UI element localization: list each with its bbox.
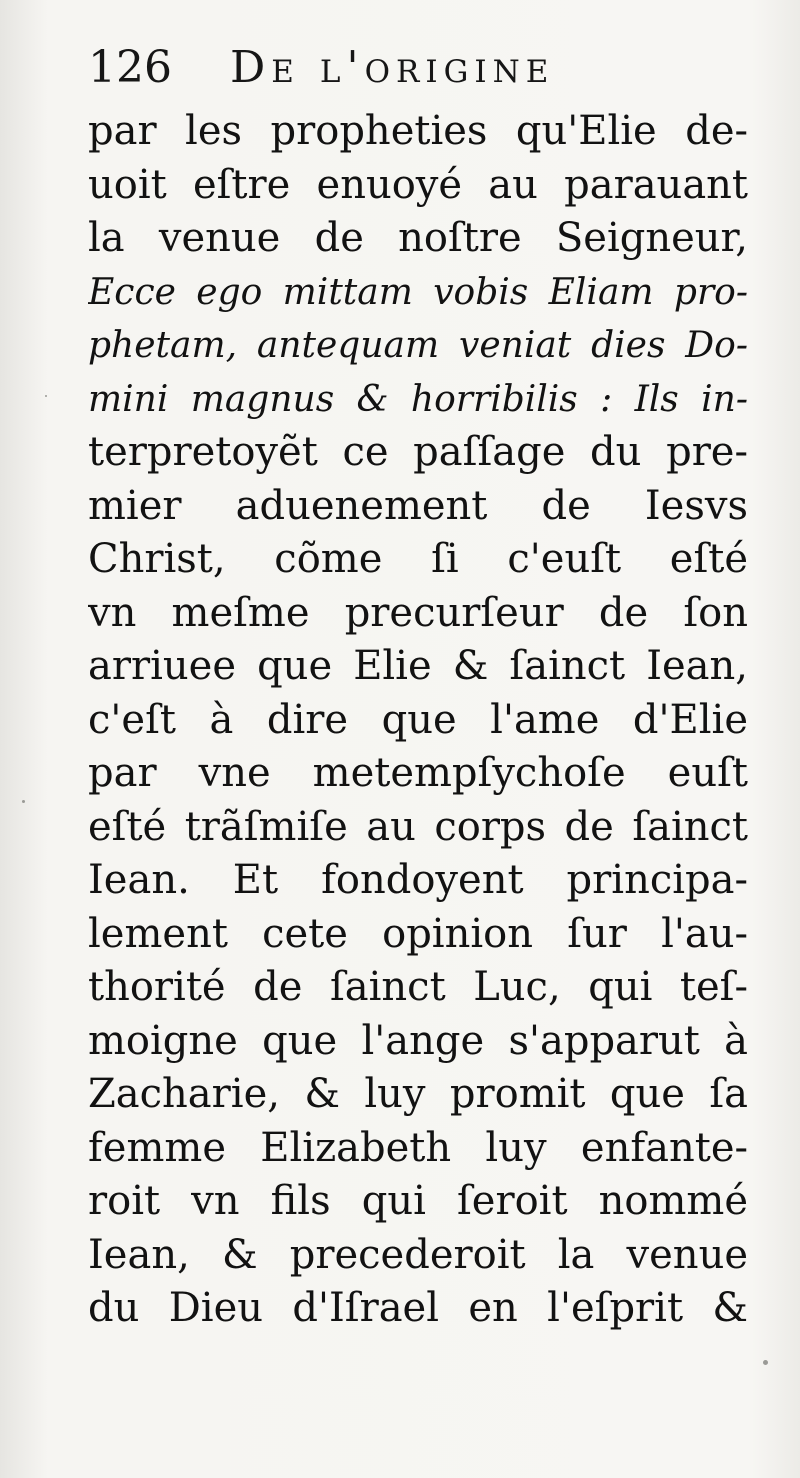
text-line: par vne metempſychoſe euſt (88, 750, 748, 796)
text-line: par les propheties qu'Elie de- (88, 108, 748, 154)
paper-speck (45, 395, 47, 397)
running-head: De l'origine (230, 42, 555, 93)
page-header (88, 38, 748, 108)
text-line: la venue de noſtre Seigneur, (88, 215, 748, 261)
text-line: femme Elizabeth luy enfante- (88, 1124, 748, 1171)
text-line: moigne que l'ange s'apparut à (88, 1017, 748, 1064)
text-line: c'eſt à dire que l'ame d'Elie (88, 696, 748, 743)
text-line: uoit eſtre enuoyé au parauant (88, 161, 748, 208)
text-line: roit vn fils qui ſeroit nommé (88, 1178, 748, 1224)
body-text (88, 105, 748, 1336)
text-line-latin: phetam, antequam veniat dies Do- (88, 325, 748, 366)
text-line: thorité de ſainct Luc, qui teſ- (88, 964, 748, 1010)
text-line: Iean. Et fondoyent principa- (88, 857, 748, 903)
paper-speck (763, 1360, 768, 1365)
text-line: vn meſme precurſeur de ſon (88, 589, 748, 636)
page-number: 126 (88, 42, 172, 93)
text-line: lement cete opinion ſur l'au- (88, 910, 748, 957)
text-line: Christ, cõme ſi c'euſt eſté (88, 536, 748, 582)
text-line: Iean, & precederoit la venue (88, 1231, 748, 1278)
text-line: mier aduenement de Iesvs (88, 482, 748, 529)
text-line: terpretoyẽt ce paſſage du pre- (88, 429, 748, 475)
text-line: arriuee que Elie & ſainct Iean, (88, 643, 748, 689)
text-line: eſté trãſmiſe au corps de ſainct (88, 803, 748, 850)
text-line-latin: mini magnus & horribilis : Ils in- (88, 378, 748, 420)
text-line: du Dieu d'Iſrael en l'eſprit & (88, 1285, 748, 1331)
text-line: Zacharie, & luy promit que ſa (88, 1071, 748, 1117)
paper-speck (22, 800, 25, 803)
text-line-latin: Ecce ego mittam vobis Eliam pro- (88, 271, 748, 313)
